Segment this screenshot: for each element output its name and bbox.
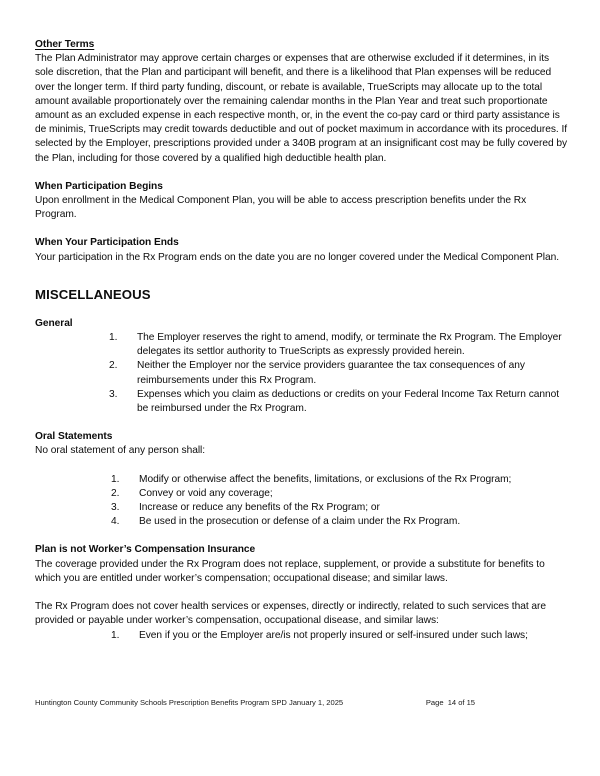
page-footer bbox=[35, 697, 567, 708]
list-item-number: 1. bbox=[109, 332, 118, 344]
workers-compensation-numbered-list bbox=[35, 629, 569, 643]
spacer bbox=[35, 586, 569, 600]
section-body-workers-compensation-1: The coverage provided under the Rx Program does not replace, supplement, or provide a substitute for benefits to which you are entitled under worker’s compensation; occupational disease; and similar laws. bbox=[35, 558, 545, 584]
section-heading-when-participation-begins: When Participation Begins bbox=[35, 180, 163, 192]
section-heading-other-terms: Other Terms bbox=[35, 39, 95, 50]
list-item-number: 3. bbox=[109, 388, 118, 400]
list-item-text: Increase or reduce any benefits of the Rx Program; or bbox=[139, 502, 380, 514]
list-item-text: Be used in the prosecution or defense of a claim under the Rx Program. bbox=[139, 516, 461, 528]
major-heading-miscellaneous: MISCELLANEOUS bbox=[35, 286, 151, 302]
list-item-number: 2. bbox=[109, 360, 118, 372]
list-item-text: Convey or void any coverage; bbox=[139, 487, 273, 499]
section-heading-workers-compensation: Plan is not Worker’s Compensation Insurance bbox=[35, 544, 256, 556]
section-body-workers-compensation-2: The Rx Program does not cover health services or expenses, directly or indirectly, related to such services that are provided or payable under worker’s compensation, occupational disease, and similar laws: bbox=[35, 601, 547, 627]
section-heading-oral-statements: Oral Statements bbox=[35, 431, 113, 443]
list-item-text: Neither the Employer nor the service providers guarantee the tax consequences of any reimbursements under this Rx Program. bbox=[137, 360, 525, 386]
spacer bbox=[35, 222, 569, 236]
list-item bbox=[35, 515, 569, 529]
list-item bbox=[35, 359, 569, 387]
list-item bbox=[35, 629, 569, 643]
list-item-text: Even if you or the Employer are/is not properly insured or self-insured under such laws; bbox=[139, 629, 528, 641]
section-heading-general: General bbox=[35, 317, 73, 329]
list-item bbox=[35, 473, 569, 487]
list-item-text: Expenses which you claim as deductions or credits on your Federal Income Tax Return cannot be reimbursed under the Rx Program. bbox=[137, 388, 560, 415]
footer-document-title: Huntington County Community Schools Prescription Benefits Program SPD January 1, 2025 bbox=[35, 698, 344, 707]
section-body-when-participation-begins: Upon enrollment in the Medical Component Plan, you will be able to access prescription benefits under the Rx Program. bbox=[35, 195, 527, 221]
list-item bbox=[35, 388, 569, 416]
list-item bbox=[35, 501, 569, 515]
spacer bbox=[35, 303, 569, 317]
spacer bbox=[35, 416, 569, 430]
spacer bbox=[35, 459, 569, 473]
spacer bbox=[35, 265, 569, 286]
list-item-number: 4. bbox=[111, 516, 120, 528]
footer-page-number: Page 14 of 15 bbox=[425, 698, 475, 707]
list-item-number: 2. bbox=[111, 487, 120, 499]
list-item-text: The Employer reserves the right to amend, modify, or terminate the Rx Program. The Employer delegates its settlor authority to TrueScripts as expressly provided herein. bbox=[137, 332, 562, 358]
spacer bbox=[35, 529, 569, 543]
general-numbered-list bbox=[35, 331, 569, 416]
list-item-number: 1. bbox=[111, 629, 120, 641]
section-body-other-terms: The Plan Administrator may approve certain charges or expenses that are otherwise excluded if it determines, in its sole discretion, that the Plan and participant will benefit, and there is a likelihood that Plan expenses will be reduced over the longer term. If third party funding, discount, or rebate is available, TrueScripts may allocate up to the total amount available proportionately over the remaining calendar months in the Plan Year and treat such proportionate amount as an excluded expense in each respective month, or, in the event the co-pay card or third party assistance is de minimis, TrueScripts may credit towards deductible and out of pocket maximum in accordance with its procedures. If selected by the Employer, prescriptions provided under a 340B program at an insignificant cost may be fully covered by the Plan, including for those covered by a qualified high deductible health plan. bbox=[35, 53, 568, 164]
list-item-number: 3. bbox=[111, 502, 120, 514]
list-item bbox=[35, 487, 569, 501]
section-heading-when-participation-ends: When Your Participation Ends bbox=[35, 237, 179, 249]
page-content bbox=[35, 38, 569, 643]
oral-statements-numbered-list bbox=[35, 473, 569, 530]
spacer bbox=[35, 166, 569, 180]
list-item-number: 1. bbox=[111, 473, 120, 485]
list-item bbox=[35, 331, 569, 359]
section-intro-oral-statements: No oral statement of any person shall: bbox=[35, 445, 206, 457]
section-body-when-participation-ends: Your participation in the Rx Program ends on the date you are no longer covered under the Medical Component Plan. bbox=[35, 251, 560, 263]
list-item-text: Modify or otherwise affect the benefits, limitations, or exclusions of the Rx Program; bbox=[139, 473, 512, 485]
